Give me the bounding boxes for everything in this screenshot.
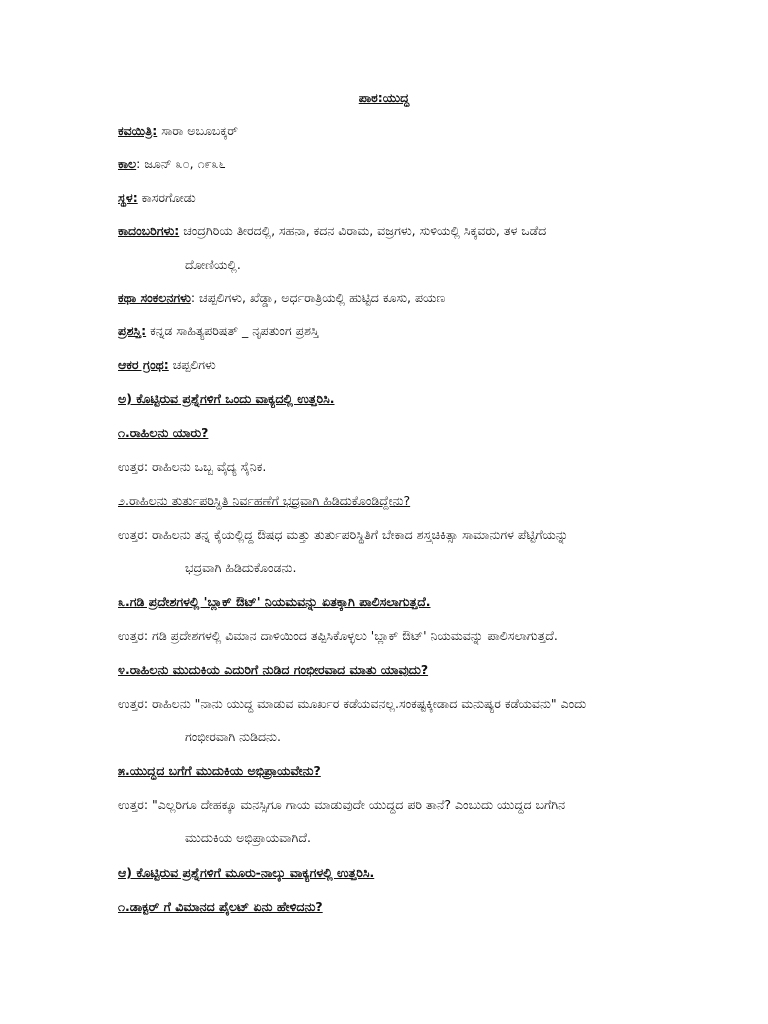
question-2: ೨.ರಾಹಿಲನು ತುರ್ತುಪರಿಸ್ಥಿತಿ ನಿರ್ವಹಣೆಗೆ ಭದ್ರವಾಗಿ ಹಿಡಿದುಕೊಂಡಿದ್ದೇನು?	[118, 493, 411, 508]
meta-story-collections	[118, 289, 718, 307]
meta-date	[118, 155, 718, 173]
meta-value: : ಚಪ್ಪಲಿಗಳು, ಖೆಡ್ಡಾ, ಅರ್ಧರಾತ್ರಿಯಲ್ಲಿ ಹುಟ್ಟಿದ ಕೂಸು, ಪಯಣ	[190, 290, 446, 305]
meta-label: ಕಥಾ ಸಂಕಲನಗಳು	[118, 290, 191, 305]
question-5: ೫.ಯುದ್ಧದ ಬಗೆಗೆ ಮುದುಕಿಯ ಅಭಿಪ್ರಾಯವೇನು?	[118, 763, 321, 778]
meta-value: ಕಾಸರಗೋಡು	[137, 190, 196, 205]
meta-label: ಪ್ರಶಸ್ತಿ:	[118, 323, 147, 338]
answer-2: ಉತ್ತರ: ರಾಹಿಲನು ತನ್ನ ಕೈಯಲ್ಲಿದ್ದ ಔಷಧ ಮತ್ತು ತುರ್ತುಪರಿಸ್ಥಿತಿಗೆ ಬೇಕಾದ ಶಸ್ತ್ರಚಿಕಿತ್ಸಾ ಸಾಮಾನುಗಳ ಪೆಟ್ಟಿಗೆಯನ್ನು	[118, 527, 569, 542]
meta-value: ದೋಣಿಯಲ್ಲಿ.	[185, 257, 241, 272]
answer-2-continued: ಭದ್ರವಾಗಿ ಹಿಡಿದುಕೊಂಡನು.	[185, 560, 297, 575]
meta-value: ಕನ್ನಡ ಸಾಹಿತ್ಯಪರಿಷತ್ _ ನೃಪತುಂಗ ಪ್ರಶಸ್ತಿ	[146, 323, 319, 338]
question-3: ೩.ಗಡಿ ಪ್ರದೇಶಗಳಲ್ಲಿ 'ಬ್ಲಾಕ್ ಔಟ್' ನಿಯಮವನ್ನು ಏತಕ್ಕಾಗಿ ಪಾಲಿಸಲಾಗುತ್ತದೆ.	[118, 594, 431, 609]
meta-label: ಕಾದಂಬರಿಗಳು:	[118, 223, 180, 238]
meta-value: ಸಾರಾ ಅಬೂಬಕ್ಕರ್	[157, 123, 238, 138]
meta-novels	[118, 222, 718, 240]
meta-novels-continued	[185, 256, 725, 274]
page-title: ಪಾಠ:ಯುದ್ಧ	[358, 90, 410, 105]
meta-label: ಕಾಲ	[118, 156, 137, 171]
answer-3: ಉತ್ತರ: ಗಡಿ ಪ್ರದೇಶಗಳಲ್ಲಿ ವಿಮಾನ ದಾಳಿಯಿಂದ ತಪ್ಪಿಸಿಕೊಳ್ಳಲು 'ಬ್ಲಾಕ್ ಔಟ್' ನಿಯಮವನ್ನು ಪಾಲಿಸಲಾಗುತ್ತದೆ.	[118, 628, 558, 643]
meta-poet	[118, 122, 718, 140]
meta-label: ಕವಯಿತ್ರಿ:	[118, 123, 158, 138]
question-4: ೪.ರಾಹಿಲನು ಮುದುಕಿಯ ಎದುರಿಗೆ ನುಡಿದ ಗಂಭೀರವಾದ ಮಾತು ಯಾವುದು?	[118, 662, 429, 677]
meta-value: ಚಂದ್ರಗಿರಿಯ ತೀರದಲ್ಲಿ, ಸಹನಾ, ಕದನ ವಿರಾಮ, ವಜ್ರಗಳು, ಸುಳಿಯಲ್ಲಿ ಸಿಕ್ಕವರು, ತಳ ಒಡೆದ	[179, 223, 547, 238]
meta-label: ಆಕರ ಗ್ರಂಥ:	[118, 357, 169, 372]
section-a-heading: ಅ) ಕೊಟ್ಟಿರುವ ಪ್ರಶ್ನೆಗಳಿಗೆ ಒಂದು ವಾಕ್ಯದಲ್ಲಿ ಉತ್ತರಿಸಿ.	[118, 391, 335, 406]
meta-value: : ಜೂನ್ ೩೦, ೧೯೩೬	[136, 156, 226, 171]
answer-4: ಉತ್ತರ: ರಾಹಿಲನು "ನಾನು ಯುದ್ಧ ಮಾಡುವ ಮೂರ್ಖರ ಕಡೆಯವನಲ್ಲ.ಸಂಕಷ್ಟಕ್ಕೀಡಾದ ಮನುಷ್ಯರ ಕಡೆಯವನು" ಎಂದು	[118, 696, 587, 711]
answer-5: ಉತ್ತರ: "ಎಲ್ಲರಿಗೂ ದೇಹಕ್ಕೂ ಮನಸ್ಸಿಗೂ ಗಾಯ ಮಾಡುವುದೇ ಯುದ್ಧದ ಪರಿ ತಾನೆ? ಎಂಬುದು ಯುದ್ಧದ ಬಗೆಗಿನ	[118, 797, 566, 812]
meta-value: ಚಪ್ಪಲಿಗಳು	[168, 357, 216, 372]
answer-5-continued: ಮುದುಕಿಯ ಅಭಿಪ್ರಾಯವಾಗಿದೆ.	[185, 830, 311, 845]
meta-place	[118, 189, 718, 207]
answer-1: ಉತ್ತರ: ರಾಹಿಲನು ಒಬ್ಬ ವೈದ್ಯ ಸೈನಿಕ.	[118, 459, 267, 474]
question-1: ೧.ರಾಹಿಲನು ಯಾರು?	[118, 425, 209, 440]
meta-label: ಸ್ಥಳ:	[118, 190, 138, 205]
section-b-question-1: ೧.ಡಾಕ್ಟರ್ ಗೆ ವಿಮಾನದ ಪೈಲಟ್ ಏನು ಹೇಳಿದನು?	[118, 899, 323, 914]
meta-award	[118, 322, 718, 340]
answer-4-continued: ಗಂಭೀರವಾಗಿ ನುಡಿದನು.	[185, 729, 281, 744]
section-b-heading: ಆ) ಕೊಟ್ಟಿರುವ ಪ್ರಶ್ನೆಗಳಿಗೆ ಮೂರು-ನಾಲ್ಕು ವಾಕ್ಯಗಳಲ್ಲಿ ಉತ್ತರಿಸಿ.	[118, 865, 375, 880]
meta-source-book	[118, 356, 718, 374]
